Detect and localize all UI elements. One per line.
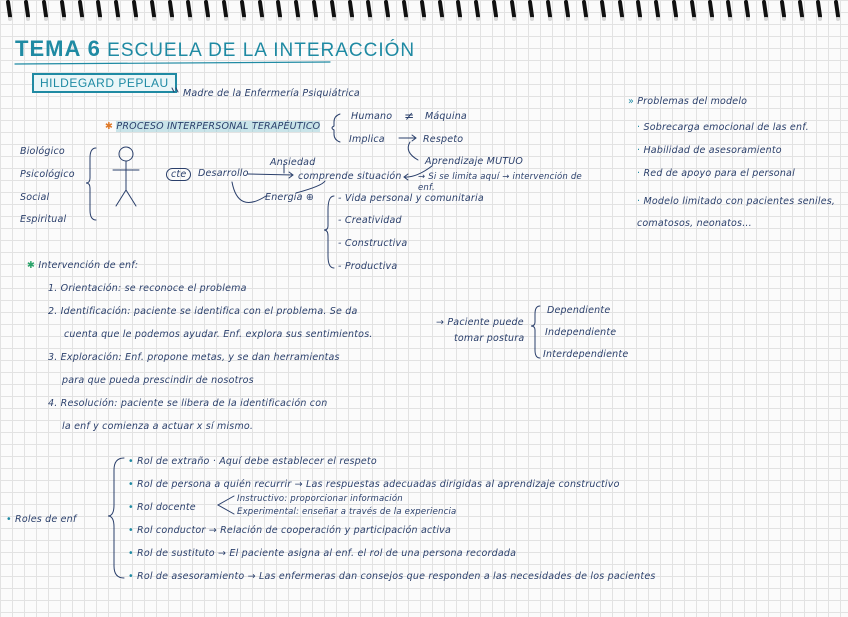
role-item: • Rol docente [128,502,196,513]
energy-item: - Vida personal y comunitaria [338,193,484,204]
humano-label: Humano [351,111,393,122]
docente-sub: Experimental: enseñar a través de la experiencia [237,507,457,517]
dimension-item: Social [20,192,50,203]
ansiedad-label: Ansiedad [270,157,316,168]
topic-title: ESCUELA DE LA INTERACCIÓN [107,40,416,61]
roles-brace [108,458,124,578]
subtitle: Madre de la Enfermería Psiquiátrica [183,88,360,99]
posture-item: Independiente [545,327,617,338]
problem-item: · Red de apoyo para el personal [637,168,795,179]
step-line: para que pueda prescindir de nosotros [62,375,254,386]
energy-brace [324,196,334,268]
role-item: • Rol de extraño · Aquí debe establecer el respeto [128,456,377,467]
desarrollo-label: Desarrollo [198,168,249,179]
maquina-label: Máquina [425,111,467,122]
intervention-heading: ✱ Intervención de enf: [27,260,139,271]
posture-item: Dependiente [547,305,611,316]
energia-arrow [296,181,325,193]
problem-item: · Habilidad de asesoramiento [637,145,782,156]
comprende-label: comprende situación [298,171,402,182]
dimension-item: Biológico [20,146,65,157]
desarrollo-arrow [248,172,293,178]
dimensions-brace [86,148,96,220]
step-line: 3. Exploración: Enf. propone metas, y se dan herramientas [48,352,340,363]
implica-arrow [399,135,416,141]
implica-label: Implica [349,134,385,145]
cte-circle: cte [166,168,191,181]
role-item: • Rol de sustituto → El paciente asigna al enf. el rol de una persona recordada [128,548,517,559]
patient-note: tomar postura [454,333,525,344]
step-line: cuenta que le podemos ayudar. Enf. explora sus sentimientos. [64,329,373,340]
energy-item: - Productiva [338,261,398,272]
process-brace [332,114,340,142]
person-body [113,161,139,206]
step-line: 2. Identificación: paciente se identifica con el problema. Se da [48,306,358,317]
patient-brace [531,306,540,358]
energia-label: Energía ⊕ [265,192,315,203]
step-line: 1. Orientación: se reconoce el problema [48,283,247,294]
step-line: la enf y comienza a actuar x sí mismo. [62,421,254,432]
author-box: HILDEGARD PEPLAU [32,73,177,93]
dimension-item: Espiritual [20,214,67,225]
energia-curve [232,182,266,202]
dimension-item: Psicológico [20,169,75,180]
quote-marks [172,88,178,92]
posture-item: Interdependiente [543,349,629,360]
role-item: • Rol conductor → Relación de cooperación y participación activa [128,525,452,536]
process-label: PROCESO INTERPERSONAL TERAPÉUTICO [116,121,321,132]
title-underline [15,62,330,64]
role-item: • Rol de persona a quién recurrir → Las respuestas adecuadas dirigidas al aprendizaje constructivo [128,479,620,490]
aprendizaje-label: Aprendizaje MUTUO [425,156,524,167]
role-item: • Rol de asesoramiento → Las enfermeras dan consejos que responden a las necesidades de los pacientes [128,571,656,582]
patient-note: → Paciente puede [436,317,524,328]
mutual-arrow [404,166,432,180]
star-icon: ✱ [105,121,114,132]
problem-item: · Modelo limitado con pacientes seniles, comatosos, neonatos... [637,196,836,229]
step-line: 4. Resolución: paciente se libera de la identificación con [48,398,328,409]
respeto-label: Respeto [423,134,464,145]
docente-bracket [218,496,234,514]
topic-number: TEMA 6 [15,36,101,61]
person-head [119,147,133,161]
energy-item: - Creatividad [338,215,402,226]
problem-item: · Sobrecarga emocional de las enf. [637,122,809,133]
star-icon: ✱ [27,260,36,271]
energy-item: - Constructiva [338,238,408,249]
limita-label: → Si se limita aquí → intervención de enf. [418,172,582,193]
quote-icon: » [628,96,635,107]
neq-symbol: ≠ [404,109,415,123]
problems-heading: » Problemas del modelo [628,96,748,107]
roles-label: • Roles de enf [6,514,77,525]
aprendizaje-arrow [408,142,418,160]
docente-sub: Instructivo: proporcionar información [237,494,403,504]
